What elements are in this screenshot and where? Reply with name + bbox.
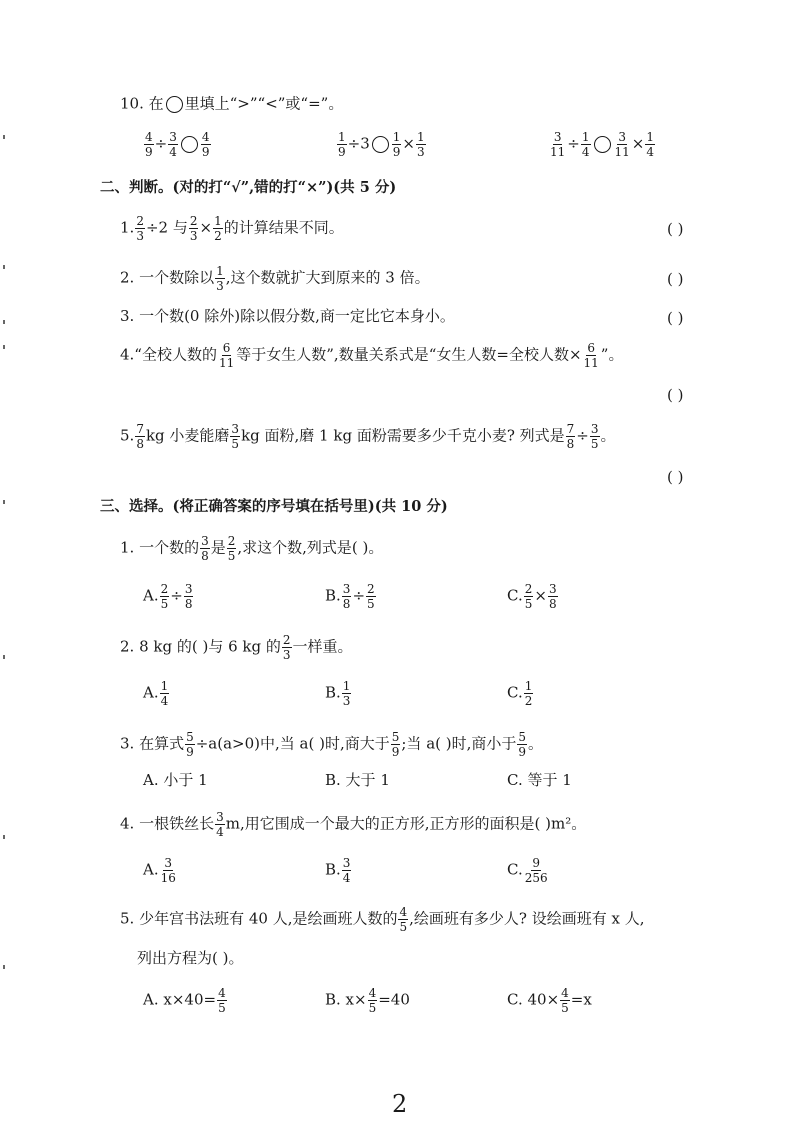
numerator: 6 bbox=[587, 341, 595, 355]
fraction bbox=[213, 215, 223, 242]
fraction bbox=[392, 131, 402, 158]
denominator: 4 bbox=[169, 145, 177, 159]
compare-circle-blank[interactable] bbox=[372, 136, 389, 153]
numerator: 1 bbox=[646, 130, 654, 144]
fraction bbox=[368, 987, 378, 1014]
s2-q3: 3. 一个数(0 除外)除以假分数,商一定比它本身小。 bbox=[120, 307, 455, 325]
denominator: 9 bbox=[391, 745, 400, 759]
denominator: 256 bbox=[524, 871, 548, 885]
fraction bbox=[282, 634, 292, 661]
s3-q4-option-c[interactable]: C. $\frac{9}{256}$ bbox=[507, 856, 548, 885]
s3-q3-option-a[interactable]: A. 小于 1 bbox=[143, 771, 208, 789]
denominator: 4 bbox=[216, 825, 224, 839]
margin-mark bbox=[3, 835, 5, 839]
numerator: 3 bbox=[201, 534, 209, 548]
numerator: 1 bbox=[392, 130, 401, 144]
numerator: 1 bbox=[524, 679, 533, 693]
fraction bbox=[200, 535, 210, 562]
compare-circle-blank[interactable] bbox=[594, 136, 611, 153]
numerator: 3 bbox=[231, 422, 240, 436]
answer-paren[interactable]: ( ) bbox=[667, 386, 684, 404]
denominator: 5 bbox=[231, 437, 240, 451]
margin-mark bbox=[3, 265, 5, 269]
fraction bbox=[548, 583, 558, 610]
fraction bbox=[185, 731, 195, 758]
fraction bbox=[184, 583, 194, 610]
q10-item-1: $\frac{4}{9}$ ÷ $\frac{3}{4}$ $\frac{4}{9}$ bbox=[145, 130, 210, 159]
fraction bbox=[583, 342, 600, 369]
fraction bbox=[398, 906, 408, 933]
answer-paren[interactable]: ( ) bbox=[667, 309, 684, 327]
s3-q2: 2. 8 kg 的( )与 6 kg 的 $\frac{2}{3}$ 一样重。 bbox=[120, 633, 353, 662]
s2-q5: 5. $\frac{7}{8}$ kg 小麦能磨 $\frac{3}{5}$ kg 面粉,磨 1 kg 面粉需要多少千克小麦? 列式是 $\frac{7}{8}$ ÷ $\frac{3}{5}$ 。 bbox=[120, 422, 616, 451]
fraction bbox=[160, 583, 170, 610]
denominator: 3 bbox=[136, 229, 144, 243]
s3-q2-option-a[interactable]: A. $\frac{1}{4}$ bbox=[143, 679, 169, 708]
margin-mark bbox=[3, 655, 5, 659]
section-3-heading: 三、选择。(将正确答案的序号填在括号里)(共 10 分) bbox=[100, 498, 448, 515]
numerator: 1 bbox=[338, 130, 346, 144]
s2-q1: 1. $\frac{2}{3}$ ÷2 与 $\frac{2}{3}$ × $\frac{1}{2}$ 的计算结果不同。 bbox=[120, 214, 344, 243]
fraction bbox=[135, 423, 145, 450]
denominator: 9 bbox=[201, 145, 210, 159]
s3-q5-option-c[interactable]: C. 40× $\frac{4}{5}$ =x bbox=[507, 986, 592, 1015]
denominator: 9 bbox=[392, 145, 401, 159]
s3-q3-option-c[interactable]: C. 等于 1 bbox=[507, 771, 572, 789]
numerator: 1 bbox=[160, 679, 169, 693]
s3-q5-line2: 列出方程为( )。 bbox=[137, 949, 244, 967]
denominator: 5 bbox=[399, 920, 408, 934]
numerator: 5 bbox=[518, 730, 527, 744]
fraction bbox=[189, 215, 199, 242]
margin-mark bbox=[3, 320, 5, 324]
numerator: 3 bbox=[618, 130, 626, 144]
numerator: 3 bbox=[216, 810, 224, 824]
numerator: 9 bbox=[532, 856, 540, 870]
fraction bbox=[560, 987, 570, 1014]
fraction bbox=[566, 423, 576, 450]
numerator: 2 bbox=[136, 214, 144, 228]
numerator: 3 bbox=[164, 856, 173, 870]
numerator: 2 bbox=[282, 633, 291, 647]
denominator: 8 bbox=[136, 437, 144, 451]
s3-q3: 3. 在算式 $\frac{5}{9}$ ÷a(a>0)中,当 a( )时,商大于 $\frac{5}{9}$ ;当 a( )时,商小于 $\frac{5}{9}$ 。 bbox=[120, 730, 544, 759]
denominator: 5 bbox=[561, 1001, 569, 1015]
fraction bbox=[342, 583, 352, 610]
denominator: 8 bbox=[566, 437, 575, 451]
numerator: 4 bbox=[399, 905, 408, 919]
fraction bbox=[215, 811, 225, 838]
fraction bbox=[416, 131, 426, 158]
fraction bbox=[230, 423, 240, 450]
fraction bbox=[614, 131, 631, 158]
numerator: 3 bbox=[342, 856, 351, 870]
denominator: 5 bbox=[160, 597, 169, 611]
numerator: 3 bbox=[169, 130, 177, 144]
denominator: 11 bbox=[550, 145, 566, 159]
numerator: 2 bbox=[189, 214, 198, 228]
margin-mark bbox=[3, 965, 5, 969]
fraction bbox=[342, 680, 352, 707]
numerator: 4 bbox=[145, 130, 153, 144]
fraction bbox=[391, 731, 401, 758]
denominator: 5 bbox=[368, 1001, 377, 1015]
numerator: 6 bbox=[222, 341, 231, 355]
fraction bbox=[581, 131, 591, 158]
fraction bbox=[337, 131, 347, 158]
s3-q1-option-a[interactable]: A. $\frac{2}{5}$ ÷ $\frac{3}{8}$ bbox=[143, 582, 193, 611]
s3-q2-option-b[interactable]: B. $\frac{1}{3}$ bbox=[325, 679, 351, 708]
numerator: 3 bbox=[553, 130, 562, 144]
fraction bbox=[160, 680, 170, 707]
denominator: 8 bbox=[184, 597, 193, 611]
denominator: 4 bbox=[160, 694, 169, 708]
page-number: 2 bbox=[392, 1090, 408, 1118]
numerator: 1 bbox=[342, 679, 351, 693]
denominator: 11 bbox=[614, 145, 630, 159]
q10-item-3: $\frac{3}{11}$ ÷ $\frac{1}{4}$ $\frac{3}{11}$ × $\frac{1}{4}$ bbox=[550, 130, 654, 159]
margin-mark bbox=[3, 135, 5, 139]
denominator: 3 bbox=[282, 648, 291, 662]
denominator: 9 bbox=[338, 145, 346, 159]
fraction bbox=[217, 987, 227, 1014]
denominator: 16 bbox=[160, 871, 176, 885]
circle-icon bbox=[166, 96, 183, 113]
s3-q1-option-c[interactable]: C. $\frac{2}{5}$ × $\frac{3}{8}$ bbox=[507, 582, 557, 611]
denominator: 4 bbox=[342, 871, 351, 885]
s3-q2-option-c[interactable]: C. $\frac{1}{2}$ bbox=[507, 679, 533, 708]
denominator: 3 bbox=[189, 229, 198, 243]
denominator: 5 bbox=[590, 437, 599, 451]
denominator: 3 bbox=[416, 145, 425, 159]
numerator: 3 bbox=[184, 582, 193, 596]
s3-q3-option-b[interactable]: B. 大于 1 bbox=[325, 771, 390, 789]
denominator: 5 bbox=[227, 549, 236, 563]
numerator: 2 bbox=[227, 534, 236, 548]
denominator: 3 bbox=[342, 694, 351, 708]
s3-q1-option-b[interactable]: B. $\frac{3}{8}$ ÷ $\frac{2}{5}$ bbox=[325, 582, 375, 611]
fraction bbox=[366, 583, 376, 610]
numerator: 4 bbox=[201, 130, 210, 144]
denominator: 2 bbox=[214, 229, 222, 243]
numerator: 3 bbox=[342, 582, 351, 596]
fraction bbox=[342, 857, 352, 884]
numerator: 7 bbox=[566, 422, 575, 436]
answer-paren[interactable]: ( ) bbox=[667, 220, 684, 238]
fraction bbox=[168, 131, 178, 158]
fraction bbox=[160, 857, 177, 884]
denominator: 5 bbox=[218, 1001, 226, 1015]
fraction bbox=[517, 731, 527, 758]
numerator: 4 bbox=[368, 986, 377, 1000]
s3-q4-option-a[interactable]: A. $\frac{3}{16}$ bbox=[143, 856, 176, 885]
denominator: 8 bbox=[342, 597, 351, 611]
denominator: 2 bbox=[524, 694, 533, 708]
fraction bbox=[215, 265, 225, 292]
section-2-heading: 二、判断。(对的打“√”,错的打“×”)(共 5 分) bbox=[100, 179, 397, 196]
s3-q5-option-a[interactable]: A. x×40= $\frac{4}{5}$ bbox=[143, 986, 226, 1015]
numerator: 1 bbox=[416, 130, 425, 144]
denominator: 9 bbox=[145, 145, 153, 159]
numerator: 2 bbox=[524, 582, 533, 596]
denominator: 9 bbox=[186, 745, 194, 759]
numerator: 1 bbox=[216, 264, 224, 278]
s2-q2: 2. 一个数除以 $\frac{1}{3}$ ,这个数就扩大到原来的 3 倍。 bbox=[120, 264, 430, 293]
answer-paren[interactable]: ( ) bbox=[667, 270, 684, 288]
fraction bbox=[135, 215, 145, 242]
fraction bbox=[227, 535, 237, 562]
s3-q5-option-b[interactable]: B. x× $\frac{4}{5}$ =40 bbox=[325, 986, 410, 1015]
denominator: 5 bbox=[367, 597, 375, 611]
numerator: 3 bbox=[548, 582, 557, 596]
fraction bbox=[524, 857, 549, 884]
fraction bbox=[524, 680, 534, 707]
denominator: 5 bbox=[524, 597, 533, 611]
numerator: 4 bbox=[561, 986, 569, 1000]
numerator: 4 bbox=[218, 986, 226, 1000]
numerator: 7 bbox=[136, 422, 144, 436]
denominator: 4 bbox=[581, 145, 590, 159]
q10-item-2: $\frac{1}{9}$ ÷3 $\frac{1}{9}$ × $\frac{1}{3}$ bbox=[338, 130, 425, 159]
s3-q1: 1. 一个数的 $\frac{3}{8}$ 是 $\frac{2}{5}$ ,求这个数,列式是( )。 bbox=[120, 534, 384, 563]
denominator: 11 bbox=[583, 356, 599, 370]
denominator: 11 bbox=[218, 356, 235, 370]
denominator: 4 bbox=[646, 145, 654, 159]
numerator: 3 bbox=[590, 422, 599, 436]
s3-q4: 4. 一根铁丝长 $\frac{3}{4}$ m,用它围成一个最大的正方形,正方形的面积是( )m²。 bbox=[120, 810, 587, 839]
numerator: 5 bbox=[391, 730, 400, 744]
answer-paren[interactable]: ( ) bbox=[667, 468, 684, 486]
numerator: 2 bbox=[160, 582, 169, 596]
s3-q5: 5. 少年宫书法班有 40 人,是绘画班人数的 $\frac{4}{5}$ ,绘画班有多少人? 设绘画班有 x 人, bbox=[120, 905, 645, 934]
fraction bbox=[201, 131, 211, 158]
s3-q4-option-b[interactable]: B. $\frac{3}{4}$ bbox=[325, 856, 351, 885]
numerator: 1 bbox=[581, 130, 590, 144]
fraction bbox=[218, 342, 235, 369]
denominator: 3 bbox=[216, 279, 224, 293]
fraction bbox=[524, 583, 534, 610]
numerator: 2 bbox=[367, 582, 375, 596]
denominator: 9 bbox=[518, 745, 527, 759]
margin-mark bbox=[3, 500, 5, 504]
denominator: 8 bbox=[548, 597, 557, 611]
compare-circle-blank[interactable] bbox=[181, 136, 198, 153]
fraction bbox=[590, 423, 600, 450]
denominator: 8 bbox=[201, 549, 209, 563]
numerator: 5 bbox=[186, 730, 194, 744]
fraction bbox=[144, 131, 154, 158]
q10-title: 10. 在 里填上“>”“<”或“=”。 bbox=[120, 94, 344, 113]
margin-mark bbox=[3, 345, 5, 349]
fraction bbox=[645, 131, 655, 158]
s2-q4: 4.“全校人数的 $\frac{6}{11}$ 等于女生人数”,数量关系式是“女生人数=全校人数× $\frac{6}{11}$ ”。 bbox=[120, 341, 624, 370]
numerator: 1 bbox=[214, 214, 222, 228]
fraction bbox=[549, 131, 566, 158]
